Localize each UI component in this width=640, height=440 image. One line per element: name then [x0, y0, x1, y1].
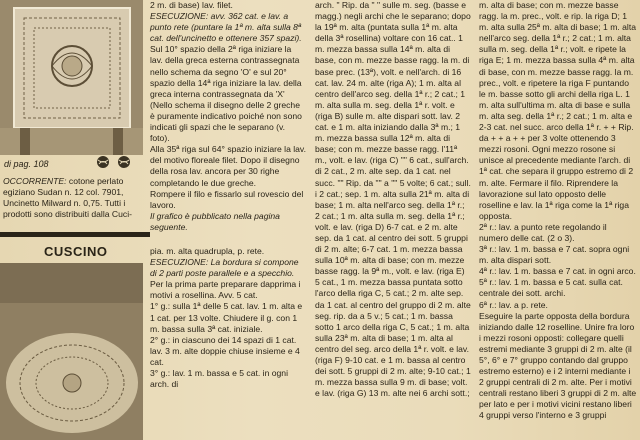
lace-tablecloth-photo: [0, 0, 143, 155]
para: Alla 35ª riga sul 64° spazio iniziare la lav. del motivo floreale filet. Dopo il disegno della rosa lav. ancora per 30 righe completando le due greche.: [150, 144, 306, 188]
para: Per la prima parte preparare dapprima i motivi a rosellina. Avv. 5 cat.: [150, 279, 301, 301]
tablecloth-illustration: [0, 0, 143, 155]
cushion-instructions: [150, 246, 306, 390]
para: 3° g.: lav. 1 m. bassa e 5 cat. in ogni arch. di: [150, 368, 288, 390]
para: Il grafico è pubblicato nella pagina seguente.: [150, 210, 280, 232]
para: 2ª r.: lav. a punto rete regolando il numero delle cat. (2 o 3).: [479, 221, 607, 243]
materials-label: OCCORRENTE:: [3, 176, 67, 186]
cushion-illustration: [0, 263, 143, 440]
para: m. alta di base; con m. mezze basse ragg. la m. prec., volt. e rip. la riga D; 1 m. alta sulla 25ª m. alta di base; 1 m. alta nell'arco seg. della 1ª r.; 2 cat.; 1 m. alta sulla m. seg. della 1ª r.; volt. e ripete la riga E; 1 m. mezza bassa sulla 4ª m. alta di base, con m. mezze basse ragg. la m. prec., volt. e ripetere la riga F puntando le m. basse sotto gli archi della riga L. 1 m. alta sull'ultima m. alta di base e sulla m. alta seg. della 1ª r.; 2 cat.; 1 m. alta e 2-3 cat. nel succ. arco della 1ª r. + + Rip. da + + a + + per 3 volte ottenendo 3 mezzi rosoni. Ogni mezzo rosone si unisce al precedente mediante l'arch. di 1ª cat. che separa il gruppo estremo di 2 m. alte. Fermare il filo. Riprendere la lavorazione sul lato opposto delle roselline e lav. la 1ª riga come la 1ª riga opposta.: [479, 0, 636, 221]
para: 2° g.: in ciascuno dei 14 spazi di 1 cat. lav. 3 m. alte doppie chiuse insieme e 4 cat.: [150, 334, 300, 367]
para: 4ª r.: lav. 1 m. bassa e 7 cat. in ogni arco.: [479, 266, 636, 277]
para: arch. " Rip. da " " sulle m. seg. (basse e magg.) negli archi che le separano; dopo la 19ª m. alta (puntata sulla 1ª m. alta della 3ª rosellina) voltare con 16 cat.. 1 m. mezza bassa sulla 14ª m. alta di base, con m. mezze basse ragg. la m. di base prec. (13ª), volt. e nell'arch. di 16 cat. lav. 24 m. alte (riga A); 1 m. alta al centro dell'arco seg. della 1ª r.; 2 cat.; 1 m. alta sulla m. seg. della 1ª r. volt. e (riga B) sulle m. alte dispari sott. lav. 2 cat. e 1 m. alta iniziando dalla 3ª m.; 1 m. mezza bassa sulla 12ª m. alta di base; con m. mezze basse ragg. l'11ª m., volt. e lav. (riga C) "" 6 cat., sull'arch. di 2 cat., 2 m. alte sep. da 1 cat. nel succ. "" Rip. da "" a "" 5 volte; 6 cat.; sull. i 2 cat.; sep. 1 m. alta sulla 21ª m. alta di base; 1 m. alta nell'arco seg. della 1ª r.; 2 cat.; 1 m. alta sulla m. seg. della 1ª r.; volt. e lav. (riga D) 6-7 cat. e 2 m. alte sep. da 1 cat. al centro dei sott. 5 gruppi di 2 m. alte; 6-7 cat. 1 m. mezza bassa sulla 10ª m. alta di base; con m. mezze basse ragg. la 9ª m., volt. e lav. (riga E) 5 cat., 1 m. mezza bassa puntata sotto l'arco della riga C, 5 cat.; 2 m. alte sep. da 1 cat. al centro del gruppo di 2 m. alte seg. rip. da a 5 v.; 5 cat.; 1 m. bassa sotto 1 arco della riga C, 5 cat.; 1 m. alta sulla 23ª m. alta di base; 1 m. alta al centro del seg. arco della 1ª r. volt. e lav. (riga F) 9-10 cat. e 1 m. bassa al centro dei sott. 5 gruppi di 2 m. alte; 9-10 cat.; 1 m. mezza bassa sulla 9 m. di base; volt. e lav. (riga G) 13 m. alte nei 6 archi sott.;: [315, 0, 471, 399]
para: pia. m. alta quadrupla, p. rete.: [150, 246, 265, 256]
para: ESECUZIONE: La bordura si compone di 2 parti poste parallele e a specchio.: [150, 257, 299, 279]
section-title: CUSCINO: [44, 244, 108, 259]
materials-text: cotone perlato egiziano Sudan n. 12 col. 7901, Uncinetto Milward n. 0,75. Tutti i prodotti sono distribuiti dalla Cuci-: [3, 176, 132, 220]
lace-cushion-photo: [0, 263, 143, 440]
para: 2 m. di base) lav. filet.: [150, 0, 233, 10]
instructions-column-2: [150, 0, 306, 233]
para: 1° g.: sulla 1ª delle 5 cat. lav. 1 m. alta e 1 cat. per 13 volte. Chiudere il g. con 1 m. bassa sulla 3ª cat. iniziale.: [150, 301, 303, 334]
materials-column: [3, 176, 153, 220]
para: 3ª r.: lav. 1 m. bassa e 7 cat. sopra ogni m. alta dispari sott.: [479, 244, 630, 266]
photo-caption: di pag. 108: [4, 159, 49, 169]
para: 6ª r.: lav. a p. rete.: [479, 299, 548, 310]
para: ESECUZIONE: avv. 362 cat. e lav. a punto rete (puntare la 1ª m. alta sulla 8ª cat. dell'uncinetto e ottenere 357 spazi).: [150, 11, 302, 44]
yarn-ball-icon: [116, 155, 132, 169]
para: Eseguire la parte opposta della bordura iniziando dalle 12 roselline. Unire fra loro i mezzi rosoni opposti: collegare quelli estremi mediante 3 gruppi di 2 m. alte (il 5°, 6° e 7° gruppo contando dal gruppo estremo esterno) e i 2 interni mediante i 2 gruppi centrali di 2 m. alte. Per i motivi centrali restano liberi 3 gruppi di 2 m. alte per lato e per i motivi vicini restano liberi 4 gruppi verso l'interno e 3 gruppi: [479, 310, 637, 421]
instructions-column-4: [479, 0, 637, 422]
materials-paragraph: [3, 176, 153, 220]
para: Sul 10° spazio della 2ª riga iniziare la lav. della greca esterna contrassegnata nello schema da segno 'O' e sul 20° spazio della 14ª riga iniziare la lav. della greca interna contrassegnata da 'X' (Nello schema il disegno delle 2 greche è puramente indicativo poiché non sono indicati gli spazi che le separano (v. foto).: [150, 44, 302, 144]
instructions-column-3: [315, 0, 471, 399]
para: 5ª r.: lav. 1 m. bassa e 5 cat. sulla cat. centrale dei sott. archi.: [479, 277, 623, 299]
yarn-ball-icon: [95, 155, 111, 169]
para: Rompere il filo e fissarlo sul rovescio del lavoro.: [150, 188, 304, 210]
section-divider: [0, 232, 150, 237]
